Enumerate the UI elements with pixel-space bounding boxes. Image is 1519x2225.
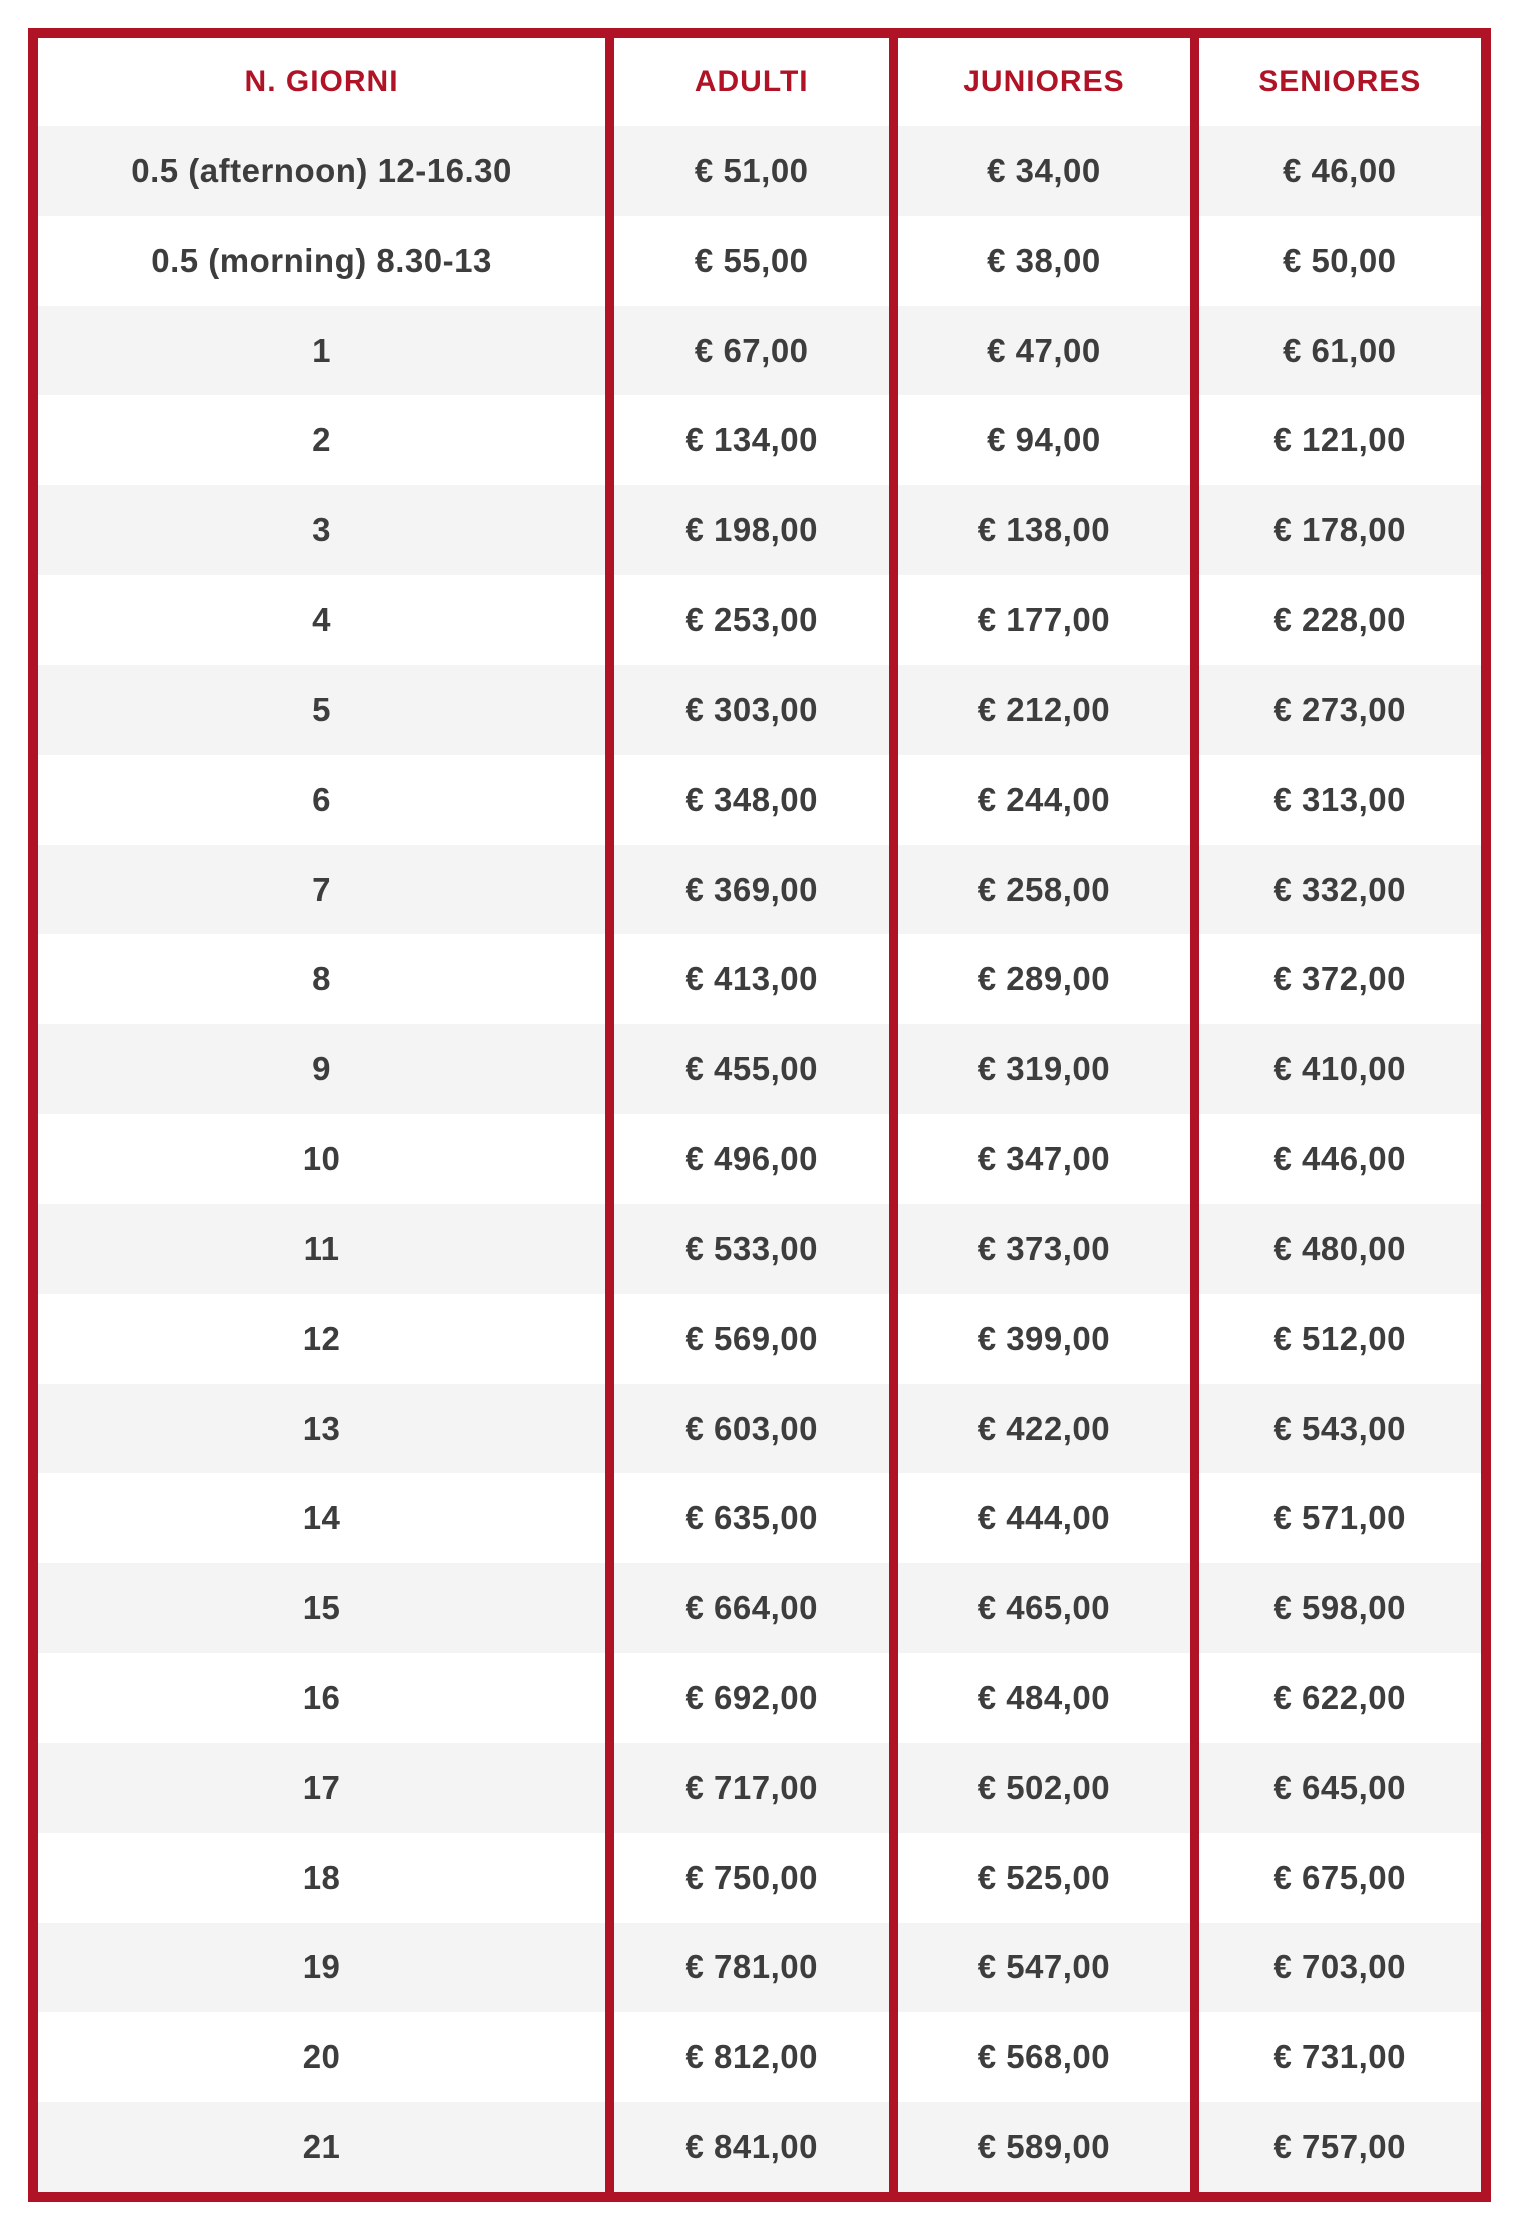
adulti-price-cell: € 750,00 [605, 1833, 889, 1923]
table-row [38, 1743, 1481, 1833]
seniores-price-cell: € 543,00 [1190, 1384, 1482, 1474]
adulti-price-cell: € 55,00 [605, 216, 889, 306]
table-row [38, 216, 1481, 306]
giorni-cell: 2 [312, 421, 331, 459]
table-row [38, 665, 1481, 755]
adulti-price-cell: € 664,00 [605, 1563, 889, 1653]
seniores-price-cell: € 571,00 [1190, 1473, 1482, 1563]
table-row [38, 395, 1481, 485]
adulti-price-cell: € 635,00 [605, 1473, 889, 1563]
table-row [38, 126, 1481, 216]
juniores-price-cell: € 568,00 [889, 2012, 1189, 2102]
juniores-price-cell: € 373,00 [889, 1204, 1189, 1294]
giorni-cell: 10 [302, 1140, 341, 1178]
table-row [38, 845, 1481, 935]
giorni-cell: 8 [312, 960, 331, 998]
juniores-price-cell: € 289,00 [889, 934, 1189, 1024]
table-row [38, 1653, 1481, 1743]
giorni-cell: 16 [302, 1678, 341, 1716]
giorni-cell: 15 [302, 1589, 341, 1627]
giorni-cell: 0.5 (morning) 8.30-13 [151, 241, 492, 279]
adulti-price-cell: € 717,00 [605, 1743, 889, 1833]
seniores-price-cell: € 480,00 [1190, 1204, 1482, 1294]
juniores-price-cell: € 502,00 [889, 1743, 1189, 1833]
seniores-price-cell: € 273,00 [1190, 665, 1482, 755]
table-row [38, 934, 1481, 1024]
seniores-price-cell: € 645,00 [1190, 1743, 1482, 1833]
seniores-price-cell: € 178,00 [1190, 485, 1482, 575]
adulti-price-cell: € 496,00 [605, 1114, 889, 1204]
column-header-seniores: SENIORES [1190, 38, 1482, 126]
seniores-price-cell: € 121,00 [1190, 395, 1482, 485]
giorni-cell: 0.5 (afternoon) 12-16.30 [131, 151, 512, 189]
table-row [38, 1204, 1481, 1294]
price-table [28, 28, 1491, 2202]
table-row [38, 485, 1481, 575]
juniores-price-cell: € 484,00 [889, 1653, 1189, 1743]
table-row [38, 1384, 1481, 1474]
seniores-price-cell: € 61,00 [1190, 306, 1482, 396]
adulti-price-cell: € 51,00 [605, 126, 889, 216]
giorni-cell: 3 [312, 511, 331, 549]
table-row [38, 306, 1481, 396]
giorni-cell: 13 [302, 1409, 341, 1447]
column-header-juniores: JUNIORES [889, 38, 1189, 126]
adulti-price-cell: € 253,00 [605, 575, 889, 665]
adulti-price-cell: € 841,00 [605, 2102, 889, 2192]
juniores-price-cell: € 212,00 [889, 665, 1189, 755]
seniores-price-cell: € 675,00 [1190, 1833, 1482, 1923]
juniores-price-cell: € 347,00 [889, 1114, 1189, 1204]
giorni-cell: 12 [302, 1319, 341, 1357]
seniores-price-cell: € 46,00 [1190, 126, 1482, 216]
giorni-cell: 4 [312, 601, 331, 639]
juniores-price-cell: € 444,00 [889, 1473, 1189, 1563]
juniores-price-cell: € 589,00 [889, 2102, 1189, 2192]
giorni-cell: 21 [302, 2128, 341, 2166]
juniores-price-cell: € 47,00 [889, 306, 1189, 396]
giorni-cell: 1 [312, 331, 331, 369]
giorni-cell: 17 [302, 1768, 341, 1806]
seniores-price-cell: € 372,00 [1190, 934, 1482, 1024]
giorni-cell: 9 [312, 1050, 331, 1088]
giorni-cell: 7 [312, 870, 331, 908]
adulti-price-cell: € 781,00 [605, 1923, 889, 2013]
column-header-adulti: ADULTI [605, 38, 889, 126]
juniores-price-cell: € 258,00 [889, 845, 1189, 935]
adulti-price-cell: € 413,00 [605, 934, 889, 1024]
juniores-price-cell: € 138,00 [889, 485, 1189, 575]
giorni-cell: 18 [302, 1858, 341, 1896]
seniores-price-cell: € 598,00 [1190, 1563, 1482, 1653]
table-row [38, 1833, 1481, 1923]
table-row [38, 1563, 1481, 1653]
table-row [38, 2102, 1481, 2192]
giorni-cell: 19 [302, 1948, 341, 1986]
adulti-price-cell: € 455,00 [605, 1024, 889, 1114]
juniores-price-cell: € 547,00 [889, 1923, 1189, 2013]
adulti-price-cell: € 692,00 [605, 1653, 889, 1743]
adulti-price-cell: € 369,00 [605, 845, 889, 935]
table-header-row [38, 38, 1481, 126]
seniores-price-cell: € 410,00 [1190, 1024, 1482, 1114]
juniores-price-cell: € 34,00 [889, 126, 1189, 216]
giorni-cell: 5 [312, 690, 331, 728]
table-body [38, 126, 1481, 2192]
table-row [38, 1024, 1481, 1114]
juniores-price-cell: € 94,00 [889, 395, 1189, 485]
juniores-price-cell: € 525,00 [889, 1833, 1189, 1923]
adulti-price-cell: € 198,00 [605, 485, 889, 575]
giorni-cell: 6 [312, 780, 331, 818]
adulti-price-cell: € 603,00 [605, 1384, 889, 1474]
seniores-price-cell: € 313,00 [1190, 755, 1482, 845]
juniores-price-cell: € 422,00 [889, 1384, 1189, 1474]
juniores-price-cell: € 465,00 [889, 1563, 1189, 1653]
table-row [38, 1473, 1481, 1563]
seniores-price-cell: € 512,00 [1190, 1294, 1482, 1384]
juniores-price-cell: € 399,00 [889, 1294, 1189, 1384]
seniores-price-cell: € 757,00 [1190, 2102, 1482, 2192]
seniores-price-cell: € 731,00 [1190, 2012, 1482, 2102]
table-row [38, 1923, 1481, 2013]
juniores-price-cell: € 319,00 [889, 1024, 1189, 1114]
juniores-price-cell: € 38,00 [889, 216, 1189, 306]
seniores-price-cell: € 446,00 [1190, 1114, 1482, 1204]
adulti-price-cell: € 348,00 [605, 755, 889, 845]
table-row [38, 755, 1481, 845]
adulti-price-cell: € 533,00 [605, 1204, 889, 1294]
juniores-price-cell: € 177,00 [889, 575, 1189, 665]
adulti-price-cell: € 134,00 [605, 395, 889, 485]
adulti-price-cell: € 569,00 [605, 1294, 889, 1384]
seniores-price-cell: € 622,00 [1190, 1653, 1482, 1743]
seniores-price-cell: € 50,00 [1190, 216, 1482, 306]
column-header-n-giorni: N. GIORNI [244, 65, 399, 98]
table-row [38, 1114, 1481, 1204]
table-row [38, 575, 1481, 665]
seniores-price-cell: € 228,00 [1190, 575, 1482, 665]
giorni-cell: 14 [302, 1499, 341, 1537]
adulti-price-cell: € 812,00 [605, 2012, 889, 2102]
adulti-price-cell: € 67,00 [605, 306, 889, 396]
adulti-price-cell: € 303,00 [605, 665, 889, 755]
giorni-cell: 20 [302, 2038, 341, 2076]
seniores-price-cell: € 703,00 [1190, 1923, 1482, 2013]
juniores-price-cell: € 244,00 [889, 755, 1189, 845]
table-row [38, 1294, 1481, 1384]
giorni-cell: 11 [303, 1229, 340, 1267]
seniores-price-cell: € 332,00 [1190, 845, 1482, 935]
table-row [38, 2012, 1481, 2102]
